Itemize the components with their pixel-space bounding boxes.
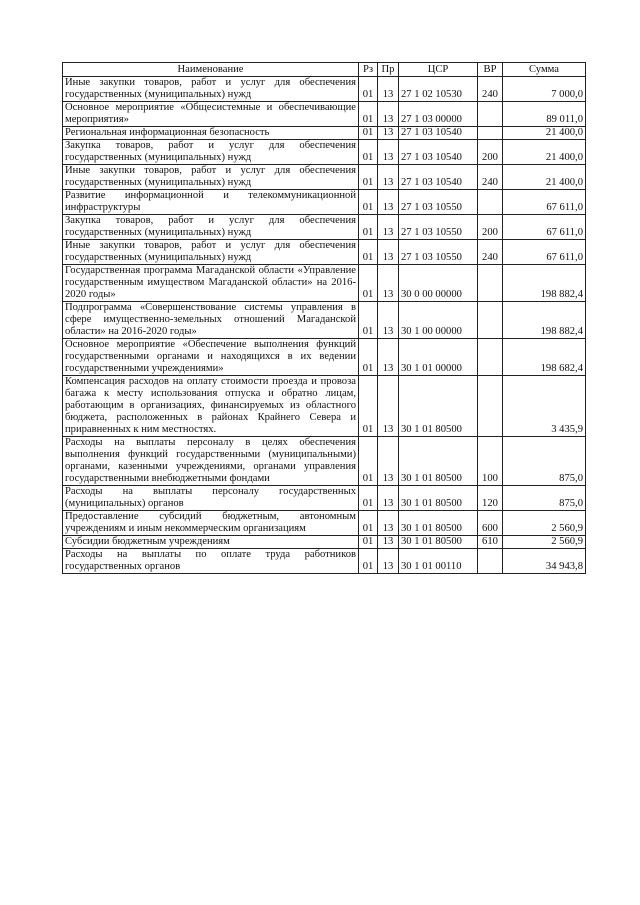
row-pr: 13 (378, 486, 399, 511)
row-vr (478, 127, 503, 140)
row-pr: 13 (378, 215, 399, 240)
row-sum: 2 560,9 (503, 511, 586, 536)
row-name: Компенсация расходов на оплату стоимости проезда и провоза багажа к месту использования отпуска и обратно лицам, работающим в организациях, финансируемых из областного бюджета, расположенных в районах Крайнего Севера и приравненных к ним местностях. (63, 376, 359, 437)
row-name: Развитие информационной и телекоммуникационной инфраструктуры (63, 190, 359, 215)
row-rz: 01 (359, 140, 378, 165)
row-name: Закупка товаров, работ и услуг для обеспечения государственных (муниципальных) нужд (63, 140, 359, 165)
row-name: Основное мероприятие «Общесистемные и обеспечивающие мероприятия» (63, 102, 359, 127)
row-rz: 01 (359, 549, 378, 574)
row-vr: 240 (478, 77, 503, 102)
row-vr: 200 (478, 215, 503, 240)
row-rz: 01 (359, 536, 378, 549)
table-row (63, 486, 586, 511)
row-vr (478, 265, 503, 302)
row-csr: 27 1 03 10540 (399, 140, 478, 165)
row-name: Субсидии бюджетным учреждениям (63, 536, 359, 549)
row-sum: 21 400,0 (503, 127, 586, 140)
row-name: Региональная информационная безопасность (63, 127, 359, 140)
table-row (63, 536, 586, 549)
row-sum: 21 400,0 (503, 165, 586, 190)
row-name: Закупка товаров, работ и услуг для обеспечения государственных (муниципальных) нужд (63, 215, 359, 240)
row-pr: 13 (378, 339, 399, 376)
row-rz: 01 (359, 486, 378, 511)
row-vr (478, 549, 503, 574)
header-row (63, 63, 586, 77)
row-rz: 01 (359, 77, 378, 102)
row-pr: 13 (378, 302, 399, 339)
row-sum: 67 611,0 (503, 190, 586, 215)
row-sum: 875,0 (503, 486, 586, 511)
row-csr: 30 1 01 00000 (399, 339, 478, 376)
row-vr: 600 (478, 511, 503, 536)
row-csr: 30 0 00 00000 (399, 265, 478, 302)
row-vr (478, 376, 503, 437)
row-csr: 30 1 01 80500 (399, 376, 478, 437)
row-rz: 01 (359, 511, 378, 536)
table-row (63, 102, 586, 127)
row-csr: 30 1 01 80500 (399, 486, 478, 511)
row-csr: 30 1 00 00000 (399, 302, 478, 339)
row-vr: 120 (478, 486, 503, 511)
table-row (63, 140, 586, 165)
table-row (63, 265, 586, 302)
row-name: Расходы на выплаты по оплате труда работников государственных органов (63, 549, 359, 574)
row-csr: 30 1 01 80500 (399, 511, 478, 536)
header-rz: Рз (359, 63, 378, 77)
row-rz: 01 (359, 102, 378, 127)
row-vr (478, 339, 503, 376)
row-pr: 13 (378, 265, 399, 302)
table-row (63, 339, 586, 376)
header-pr: Пр (378, 63, 399, 77)
row-vr: 240 (478, 240, 503, 265)
table-row (63, 511, 586, 536)
row-sum: 198 882,4 (503, 302, 586, 339)
row-csr: 30 1 01 80500 (399, 536, 478, 549)
row-csr: 27 1 03 10550 (399, 215, 478, 240)
row-csr: 27 1 03 10540 (399, 127, 478, 140)
row-sum: 3 435,9 (503, 376, 586, 437)
table-row (63, 437, 586, 486)
row-vr (478, 302, 503, 339)
row-pr: 13 (378, 77, 399, 102)
table-row (63, 77, 586, 102)
row-csr: 30 1 01 00110 (399, 549, 478, 574)
table-row (63, 127, 586, 140)
row-sum: 875,0 (503, 437, 586, 486)
row-sum: 34 943,8 (503, 549, 586, 574)
table-row (63, 240, 586, 265)
row-rz: 01 (359, 127, 378, 140)
row-name: Предоставление субсидий бюджетным, автономным учреждениям и иным некоммерческим организациям (63, 511, 359, 536)
row-pr: 13 (378, 140, 399, 165)
row-rz: 01 (359, 190, 378, 215)
row-csr: 27 1 03 10540 (399, 165, 478, 190)
row-name: Основное мероприятие «Обеспечение выполнения функций государственными органами и находящихся в их ведении государственными учреждениями» (63, 339, 359, 376)
row-pr: 13 (378, 240, 399, 265)
row-sum: 89 011,0 (503, 102, 586, 127)
header-csr: ЦСР (399, 63, 478, 77)
row-vr (478, 190, 503, 215)
row-rz: 01 (359, 240, 378, 265)
table-row (63, 549, 586, 574)
row-vr (478, 102, 503, 127)
row-sum: 67 611,0 (503, 240, 586, 265)
row-rz: 01 (359, 165, 378, 190)
row-csr: 27 1 03 10550 (399, 190, 478, 215)
row-csr: 27 1 03 10550 (399, 240, 478, 265)
row-sum: 2 560,9 (503, 536, 586, 549)
row-sum: 198 882,4 (503, 265, 586, 302)
row-rz: 01 (359, 437, 378, 486)
row-vr: 610 (478, 536, 503, 549)
document-page (62, 62, 585, 574)
row-csr: 27 1 02 10530 (399, 77, 478, 102)
row-pr: 13 (378, 190, 399, 215)
row-name: Иные закупки товаров, работ и услуг для обеспечения государственных (муниципальных) нужд (63, 240, 359, 265)
row-rz: 01 (359, 302, 378, 339)
header-sum: Сумма (503, 63, 586, 77)
row-vr: 200 (478, 140, 503, 165)
row-name: Расходы на выплаты персоналу в целях обеспечения выполнения функций государственными (муниципальными) органами, казенными учреждениями, органами управления государственными внебюджетными фондами (63, 437, 359, 486)
row-pr: 13 (378, 127, 399, 140)
row-vr: 100 (478, 437, 503, 486)
row-pr: 13 (378, 437, 399, 486)
row-pr: 13 (378, 376, 399, 437)
row-csr: 30 1 01 80500 (399, 437, 478, 486)
row-rz: 01 (359, 265, 378, 302)
header-name: Наименование (63, 63, 359, 77)
row-name: Подпрограмма «Совершенствование системы управления в сфере имущественно-земельных отношений Магаданской области» на 2016-2020 годы» (63, 302, 359, 339)
row-rz: 01 (359, 339, 378, 376)
row-pr: 13 (378, 549, 399, 574)
row-name: Иные закупки товаров, работ и услуг для обеспечения государственных (муниципальных) нужд (63, 77, 359, 102)
table-row (63, 165, 586, 190)
row-name: Иные закупки товаров, работ и услуг для обеспечения государственных (муниципальных) нужд (63, 165, 359, 190)
budget-table (62, 62, 586, 574)
row-sum: 198 682,4 (503, 339, 586, 376)
row-name: Государственная программа Магаданской области «Управление государственным имуществом Магаданской области» на 2016-2020 годы» (63, 265, 359, 302)
table-row (63, 190, 586, 215)
row-pr: 13 (378, 536, 399, 549)
table-row (63, 215, 586, 240)
row-rz: 01 (359, 215, 378, 240)
row-pr: 13 (378, 102, 399, 127)
table-row (63, 376, 586, 437)
table-row (63, 302, 586, 339)
row-sum: 21 400,0 (503, 140, 586, 165)
header-vr: ВР (478, 63, 503, 77)
row-sum: 7 000,0 (503, 77, 586, 102)
row-vr: 240 (478, 165, 503, 190)
row-name: Расходы на выплаты персоналу государственных (муниципальных) органов (63, 486, 359, 511)
row-csr: 27 1 03 00000 (399, 102, 478, 127)
row-pr: 13 (378, 511, 399, 536)
row-sum: 67 611,0 (503, 215, 586, 240)
row-pr: 13 (378, 165, 399, 190)
row-rz: 01 (359, 376, 378, 437)
